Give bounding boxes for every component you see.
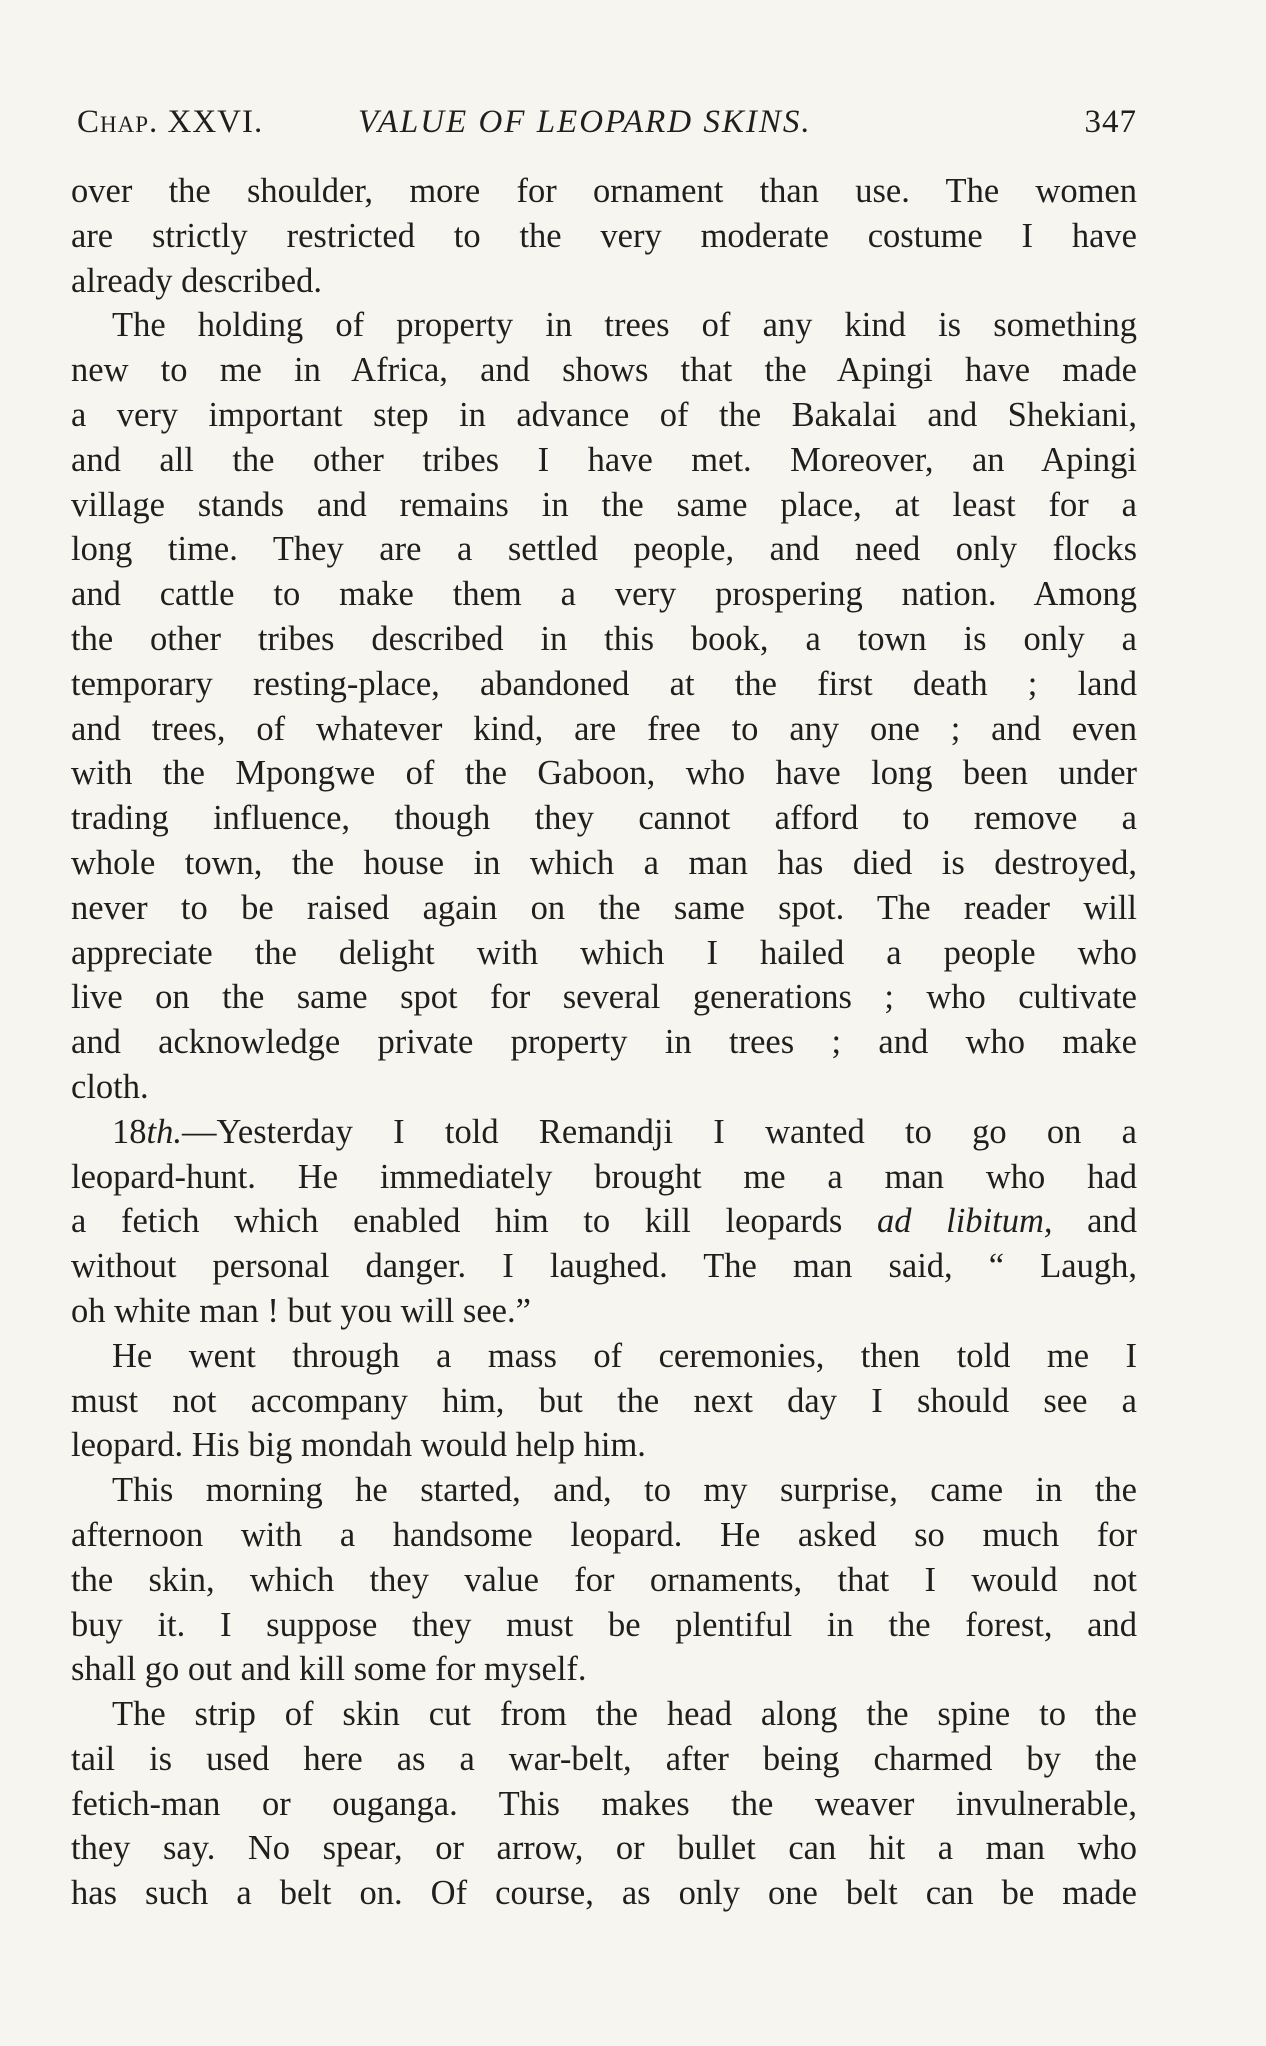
text-line: long time. They are a settled people, and need only flocks: [71, 530, 1137, 569]
text-line: oh white man ! but you will see.”: [71, 1291, 531, 1330]
text-line: village stands and remains in the same place, at least for a: [71, 485, 1137, 524]
text-line: tail is used here as a war-belt, after being charmed by the: [71, 1739, 1137, 1778]
text-line: has such a belt on. Of course, as only one belt can be made: [71, 1874, 1137, 1913]
text-line: never to be raised again on the same spot. The reader will: [71, 888, 1137, 927]
running-header: [71, 98, 1137, 146]
text-line: temporary resting-place, abandoned at the first death ; land: [71, 664, 1137, 703]
text-line: The holding of property in trees of any kind is something: [112, 306, 1137, 345]
text-line: the other tribes described in this book, a town is only a: [71, 619, 1137, 658]
text-line: must not accompany him, but the next day I should see a: [71, 1381, 1137, 1420]
text-line: leopard. His big mondah would help him.: [71, 1426, 646, 1465]
text-line: leopard-hunt. He immediately brought me a man who had: [71, 1157, 1137, 1196]
date-number: 18: [112, 1112, 147, 1151]
text-line: appreciate the delight with which I hailed a people who: [71, 933, 1137, 972]
text-line: buy it. I suppose they must be plentiful in the forest, and: [71, 1605, 1137, 1644]
text-line: He went through a mass of ceremonies, then told me I: [112, 1336, 1137, 1375]
book-page: [71, 98, 1137, 1916]
text-line: a very important step in advance of the Bakalai and Shekiani,: [71, 395, 1137, 434]
text-line: already described.: [71, 261, 322, 300]
text-line: live on the same spot for several generations ; who cultivate: [71, 978, 1137, 1017]
text-line: the skin, which they value for ornaments, that I would not: [71, 1560, 1137, 1599]
running-title: VALUE OF LEOPARD SKINS.: [358, 104, 812, 140]
text-line: fetich-man or ouganga. This makes the weaver invulnerable,: [71, 1784, 1137, 1823]
chapter-label: Chap. XXVI.: [77, 104, 264, 140]
line-tail: —Yesterday I told Remandji I wanted to go on a: [181, 1112, 1137, 1151]
text-line: [71, 1199, 1137, 1244]
text-line: whole town, the house in which a man has died is destroyed,: [71, 843, 1137, 882]
text-line: are strictly restricted to the very moderate costume I have: [71, 216, 1137, 255]
text-line: trading influence, though they cannot afford to remove a: [71, 799, 1137, 838]
text-line: afternoon with a handsome leopard. He asked so much for: [71, 1515, 1137, 1554]
text-line: [71, 1110, 1137, 1155]
text-line: cloth.: [71, 1067, 149, 1106]
text-line: over the shoulder, more for ornament than use. The women: [71, 172, 1137, 210]
text-line: and acknowledge private property in trees ; and who make: [71, 1023, 1137, 1062]
date-suffix: th.: [146, 1112, 182, 1151]
text-line: shall go out and kill some for myself.: [71, 1650, 587, 1689]
line-tail: and: [1052, 1202, 1137, 1241]
text-line: and all the other tribes I have met. Moreover, an Apingi: [71, 440, 1137, 479]
page-number: 347: [1084, 104, 1137, 140]
body-text: [71, 169, 1137, 1916]
text-line: with the Mpongwe of the Gaboon, who have long been under: [71, 754, 1137, 793]
text-line: and cattle to make them a very prospering nation. Among: [71, 575, 1137, 614]
italic-phrase: ad libitum,: [876, 1202, 1053, 1241]
text-line: new to me in Africa, and shows that the Apingi have made: [71, 351, 1137, 390]
text-line: without personal danger. I laughed. The man said, “ Laugh,: [71, 1247, 1137, 1286]
text-line: This morning he started, and, to my surprise, came in the: [112, 1471, 1137, 1510]
text-line: they say. No spear, or arrow, or bullet can hit a man who: [71, 1829, 1137, 1868]
text-line: and trees, of whatever kind, are free to any one ; and even: [71, 709, 1137, 748]
text-line: The strip of skin cut from the head along the spine to the: [112, 1695, 1137, 1734]
line-head: a fetich which enabled him to kill leopards: [71, 1202, 877, 1241]
